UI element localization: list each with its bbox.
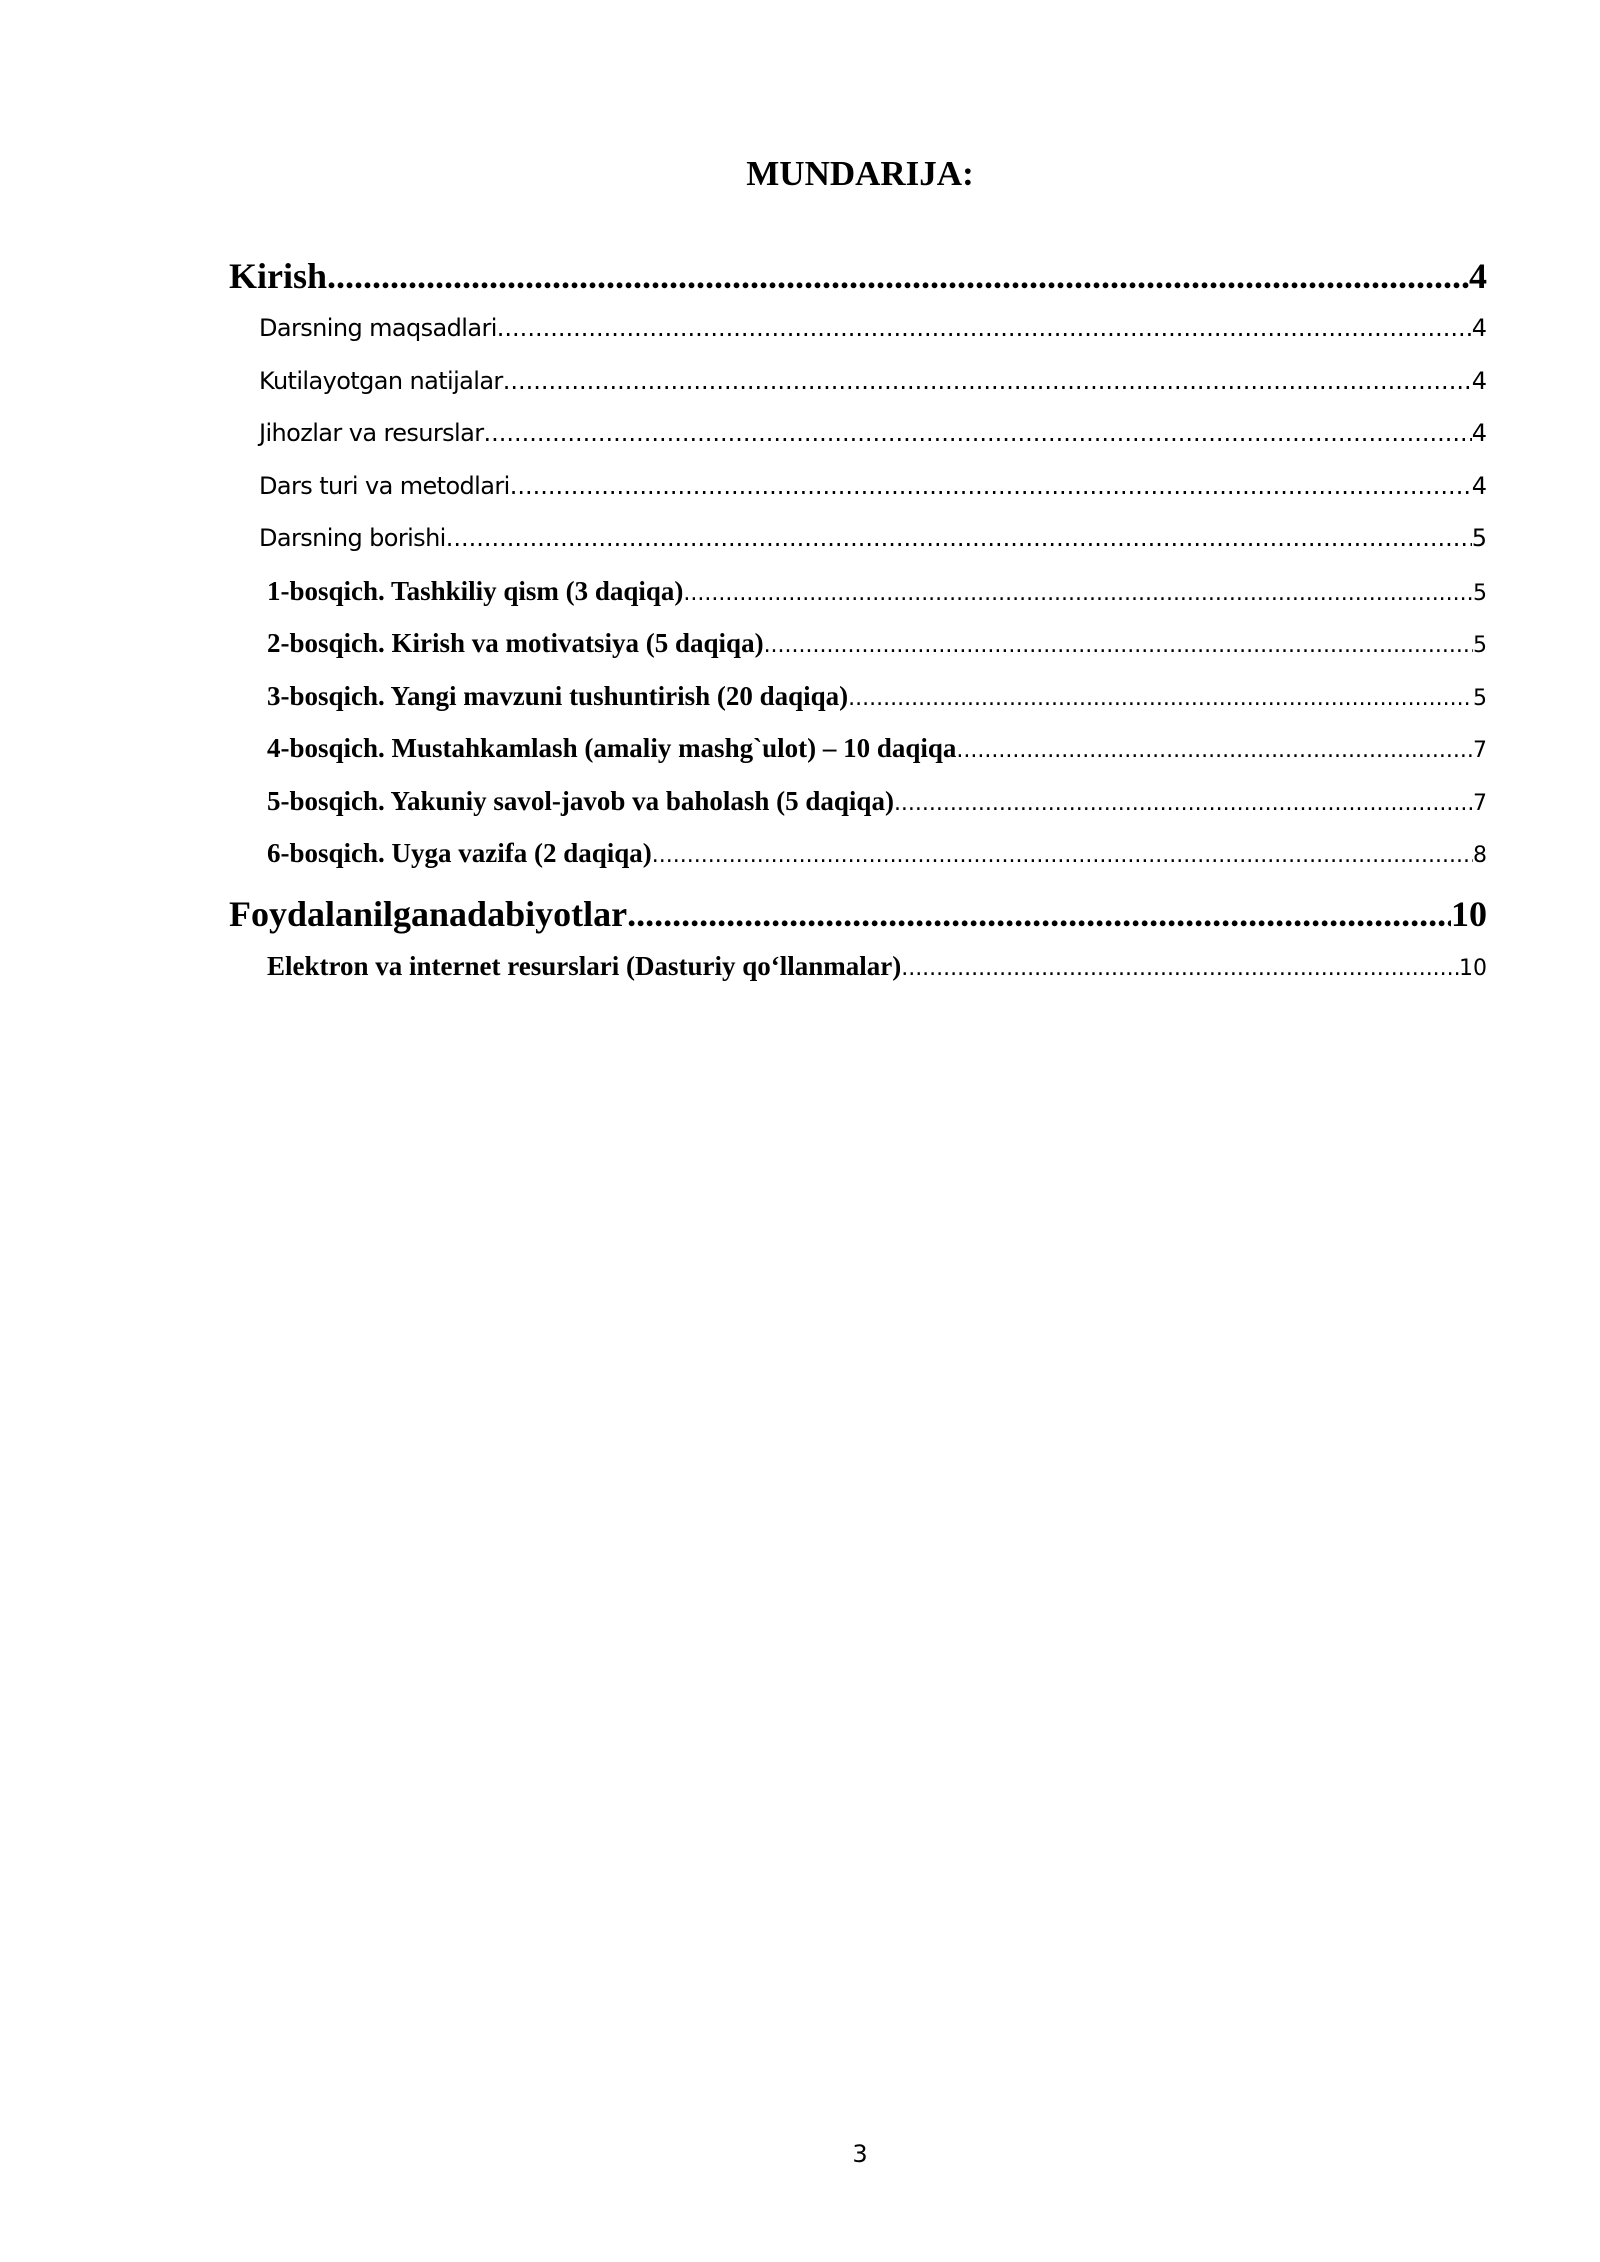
toc-entry-natijalar[interactable] [229, 355, 1487, 408]
toc-label: Dars turi va metodlari [259, 471, 510, 500]
toc-label: Kutilayotgan natijalar [259, 366, 503, 395]
toc-page-number: 4 [1471, 419, 1487, 447]
table-of-contents [229, 250, 1487, 992]
toc-label: Foydalanilganadabiyotlar [229, 893, 628, 934]
toc-page-number: 7 [1473, 738, 1487, 763]
toc-page-number: 5 [1471, 524, 1487, 552]
toc-entry-bosqich-6[interactable] [229, 827, 1487, 880]
toc-leader [652, 830, 1473, 880]
toc-label: 2-bosqich. Kirish va motivatsiya (5 daqiqa) [267, 628, 764, 658]
toc-label: Darsning maqsadlari [259, 314, 497, 342]
toc-page-number: 7 [1473, 790, 1487, 816]
toc-entry-adabiyotlar[interactable] [229, 888, 1487, 940]
toc-page-number: 4 [1471, 366, 1487, 395]
toc-page-number: 10 [1451, 893, 1487, 934]
toc-entry-metodlar[interactable] [229, 460, 1487, 513]
toc-leader [327, 250, 1469, 302]
toc-label: 3-bosqich. Yangi mavzuni tushuntirish (20 daqiqa) [267, 680, 849, 711]
toc-leader [956, 725, 1473, 775]
toc-entry-bosqich-5[interactable] [229, 775, 1487, 828]
page-title: MUNDARIJA: [746, 154, 974, 193]
toc-leader [848, 673, 1473, 723]
toc-page-number: 5 [1473, 580, 1487, 606]
toc-entry-bosqich-3[interactable] [229, 670, 1487, 723]
toc-leader [683, 568, 1473, 618]
toc-label: 1-bosqich. Tashkiliy qism (3 daqiqa) [267, 575, 684, 606]
toc-page-number: 5 [1473, 633, 1487, 658]
toc-leader [497, 302, 1472, 355]
toc-page-number: 4 [1469, 256, 1487, 296]
toc-leader [446, 512, 1472, 565]
toc-leader [510, 460, 1472, 513]
toc-page-number: 5 [1473, 685, 1487, 711]
toc-page-number: 4 [1471, 314, 1487, 342]
toc-label: Kirish [229, 256, 328, 296]
toc-leader [764, 620, 1473, 670]
toc-leader [627, 888, 1451, 940]
toc-label: 4-bosqich. Mustahkamlash (amaliy mashg`ulot) – 10 daqiqa [267, 733, 957, 763]
toc-entry-elektron-resurslar[interactable] [229, 940, 1487, 993]
toc-page-number: 4 [1471, 471, 1487, 500]
toc-label: 6-bosqich. Uyga vazifa (2 daqiqa) [267, 838, 652, 868]
toc-label: 5-bosqich. Yakuniy savol-javob va baholash (5 daqiqa) [267, 785, 894, 816]
toc-label: Elektron va internet resurslari (Dasturiy qo‘llanmalar) [267, 950, 902, 981]
toc-page-number: 8 [1473, 843, 1487, 868]
toc-entry-bosqich-2[interactable] [229, 617, 1487, 670]
toc-entry-jihozlar[interactable] [229, 407, 1487, 460]
toc-entry-kirish[interactable] [229, 250, 1487, 302]
toc-entry-borishi[interactable] [229, 512, 1487, 565]
toc-page-number: 10 [1459, 955, 1487, 981]
page-number: 3 [852, 2140, 868, 2168]
toc-entry-bosqich-1[interactable] [229, 565, 1487, 618]
toc-leader [894, 778, 1473, 828]
toc-label: Jihozlar va resurslar [259, 419, 484, 447]
toc-entry-bosqich-4[interactable] [229, 722, 1487, 775]
toc-leader [503, 355, 1472, 408]
toc-entry-maqsadlar[interactable] [229, 302, 1487, 355]
toc-leader [901, 943, 1459, 993]
toc-label: Darsning borishi [259, 524, 446, 552]
toc-leader [483, 407, 1471, 460]
